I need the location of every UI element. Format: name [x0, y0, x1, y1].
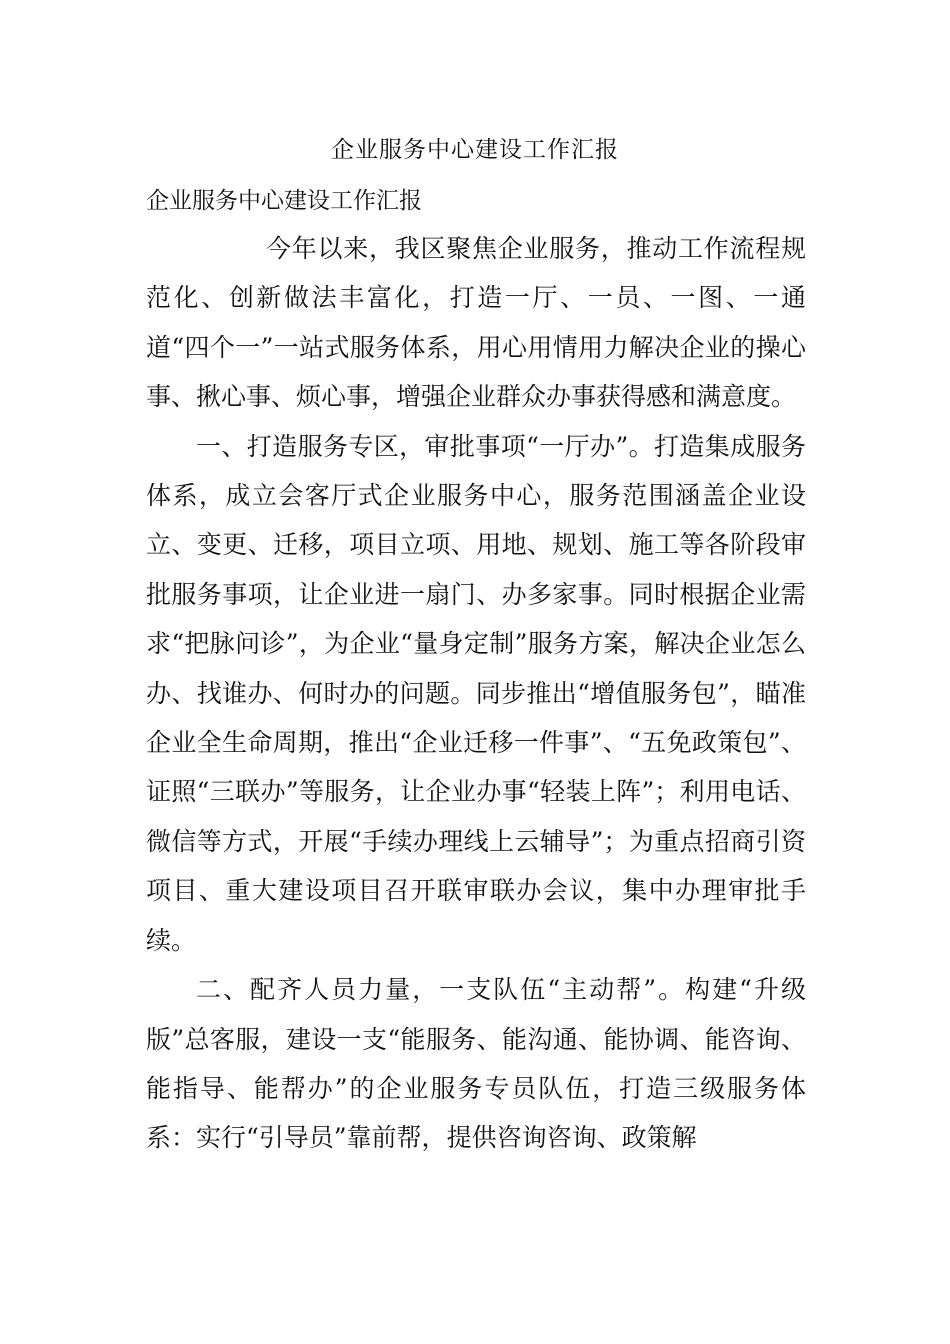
document-title: 企业服务中心建设工作汇报: [331, 137, 619, 163]
section-two-paragraph: 二、配齐人员力量，一支队伍“主动帮”。构建“升级版”总客服，建设一支“能服务、能沟通、能协调、能咨询、能指导、能帮办”的企业服务专员队伍，打造三级服务体系：实行“引导员”靠前帮，提供咨询咨询、政策解: [146, 975, 806, 1153]
section-one-paragraph: 一、打造服务专区，审批事项“一厅办”。打造集成服务体系，成立会客厅式企业服务中心，服务范围涵盖企业设立、变更、迁移，项目立项、用地、规划、施工等各阶段审批服务事项，让企业进一扇门、办多家事。同时根据企业需求“把脉问诊”，为企业“量身定制”服务方案，解决企业怎么办、找谁办、何时办的问题。同步推出“增值服务包”，瞄准企业全生命周期，推出“企业迁移一件事”、“五免政策包”、证照“三联办”等服务，让企业办事“轻装上阵”；利用电话、微信等方式，开展“手续办理线上云辅导”；为重点招商引资项目、重大建设项目召开联审联办会议，集中办理审批手续。: [146, 431, 806, 955]
document-subtitle: 企业服务中心建设工作汇报: [146, 188, 422, 214]
document-body: [146, 224, 806, 1163]
intro-paragraph: 今年以来，我区聚焦企业服务，推动工作流程规范化、创新做法丰富化，打造一厅、一员、一图、一通道“四个一”一站式服务体系，用心用情用力解决企业的操心事、揪心事、烦心事，增强企业群众办事获得感和满意度。: [146, 234, 806, 412]
